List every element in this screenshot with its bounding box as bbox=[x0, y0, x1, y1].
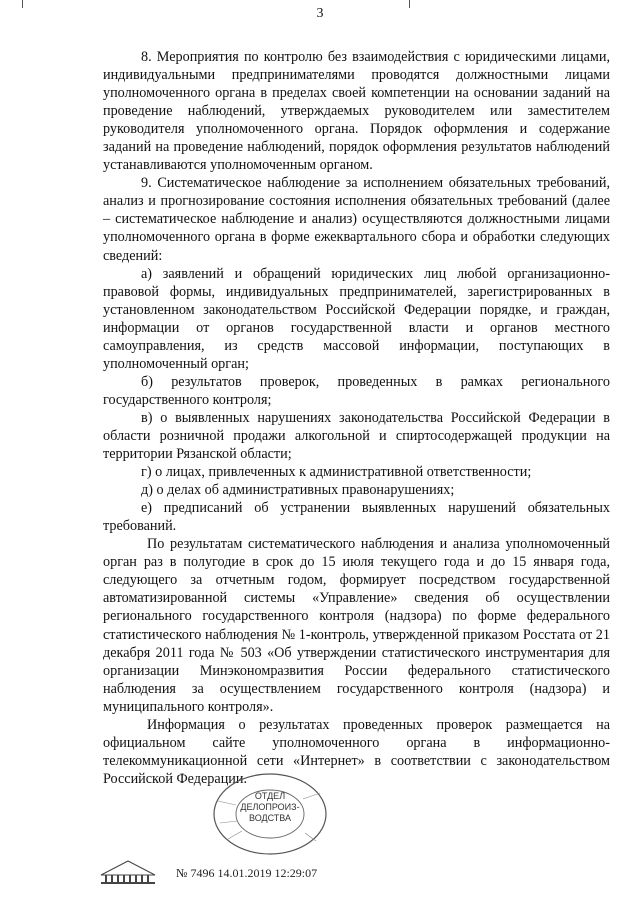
list-item-v: в) о выявленных нарушениях законодательства Российской Федерации в области розничной продажи алкогольной и спиртосодержащей продукции на территории Рязанской области; bbox=[103, 409, 610, 463]
list-item-e: е) предписаний об устранении выявленных нарушений обязательных требований. bbox=[103, 500, 610, 535]
stamp-line: ВОДСТВА bbox=[248, 813, 291, 823]
office-stamp bbox=[210, 771, 330, 857]
stamp-line: ОТДЕЛ bbox=[254, 791, 286, 801]
list-item-d: д) о делах об административных правонарушениях; bbox=[141, 482, 455, 499]
page-number: 3 bbox=[316, 6, 324, 21]
registration-number: № 7496 14.01.2019 12:29:07 bbox=[176, 866, 318, 880]
paragraph-information: Информация о результатах проведенных проверок размещается на официальном сайте уполномоченного органа в информационно-телекоммуникационной сети «Интернет» в соответствии с законодательством Российской Федерации. bbox=[103, 716, 610, 787]
paragraph-9: 9. Систематическое наблюдение за исполнением обязательных требований, анализ и прогнозирование состояния исполнения обязательных требований (далее – систематическое наблюдение и анализ) осуществляются должностными лицами уполномоченного органа в форме ежеквартального сбора и обработки следующих сведений: bbox=[103, 175, 610, 264]
list-item-g: г) о лицах, привлеченных к административной ответственности; bbox=[141, 464, 532, 481]
paragraph-8: 8. Мероприятия по контролю без взаимодействия с юридическими лицами, индивидуальными предпринимателями проводятся должностными лицами уполномоченного органа в пределах своей компетенции на основании заданий на проведение наблюдений, утверждаемых руководителем или заместителем руководителя уполномоченного органа. Порядок оформления и содержание заданий на проведение наблюдений, порядок оформления результатов наблюдений устанавливаются уполномоченным органом. bbox=[103, 49, 610, 174]
stamp-line: ДЕЛОПРОИЗ- bbox=[240, 802, 300, 812]
print-logo bbox=[97, 857, 159, 887]
building-logo-icon bbox=[97, 857, 159, 887]
list-item-b: б) результатов проверок, проведенных в рамках регионального государственного контроля; bbox=[103, 373, 610, 408]
document-body bbox=[103, 48, 610, 788]
paragraph-results: По результатам систематического наблюдения и анализа уполномоченный орган раз в полугодие в срок до 15 июля текущего года и до 15 января года, следующего за отчетным годом, формирует посредством государственной автоматизированной системы «Управление» сведения об осуществлении регионального государственного контроля (надзора) по форме федерального статистического наблюдения № 1-контроль, утвержденной приказом Росстата от 21 декабря 2011 года № 503 «Об утверждении статистического инструментария для организации Минэкономразвития России федерального статистического наблюдения за осуществлением государственного контроля (надзора) и муниципального контроля». bbox=[103, 536, 610, 715]
stamp-text bbox=[240, 791, 300, 824]
list-item-a: а) заявлений и обращений юридических лиц любой организационно-правовой формы, индивидуальных предпринимателей, зарегистрированных в установленном законодательством Российской Федерации порядке, и граждан, информации от органов государственной власти и органов местного самоуправления, из средств массовой информации, поступающих в уполномоченный орган; bbox=[103, 265, 610, 372]
